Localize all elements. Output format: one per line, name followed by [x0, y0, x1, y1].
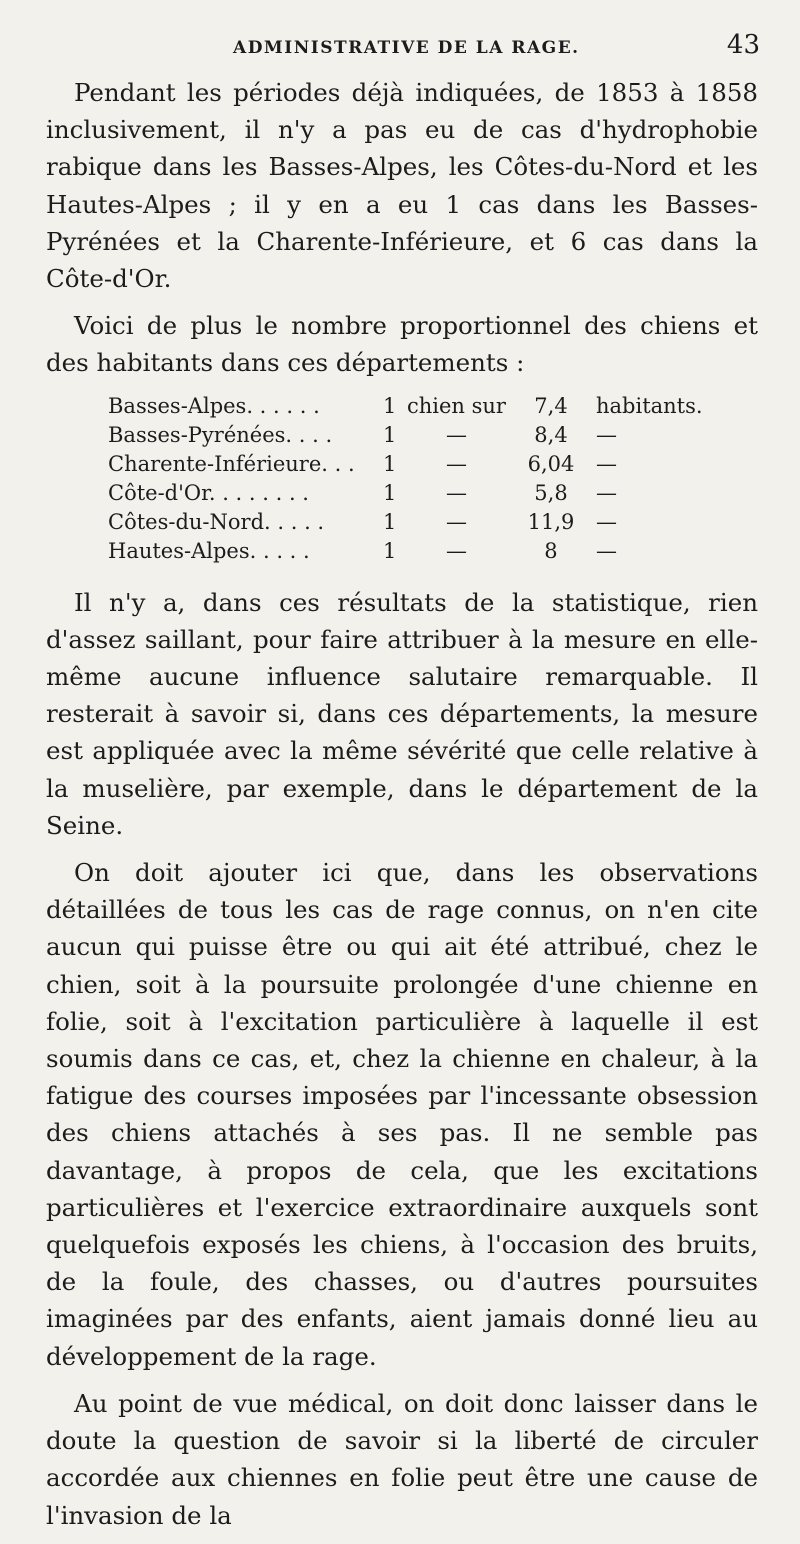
table-row [108, 421, 716, 450]
ratio-word-cell: — [445, 538, 467, 563]
department-cell: Côtes-du-Nord. . . . . [108, 509, 325, 534]
value-cell: 8 [544, 538, 558, 563]
unit-cell: — [595, 451, 617, 476]
value-cell: 6,04 [527, 451, 575, 476]
count-cell: 1 [383, 480, 397, 505]
count-cell: 1 [383, 393, 397, 418]
paragraph: Au point de vue médical, on doit donc laisser dans le doute la question de savoir si la liberté de circuler accordée aux chiennes en folie peut être une cause de l'invasion de la [46, 1388, 758, 1530]
unit-cell: — [595, 538, 617, 563]
ratio-word-cell: — [445, 451, 467, 476]
table-row [108, 508, 716, 537]
ratio-word-cell: — [445, 422, 467, 447]
table-row [108, 392, 716, 421]
dog-population-table [108, 392, 716, 566]
paragraph: On doit ajouter ici que, dans les observations détaillées de tous les cas de rage connus, on n'en cite aucun qui puisse être ou qui ait été attribué, chez le chien, soit à la poursuite prolongée d'une chienne en folie, soit à l'excitation particulière à laquelle il est soumis dans ce cas, et, chez la chienne en chaleur, à la fatigue des courses imposées par l'incessante obsession des chiens attachés à ses pas. Il ne semble pas davantage, à propos de cela, que les excitations particulières et l'exercice extraordinaire auxquels sont quelquefois exposés les chiens, à l'occasion des bruits, de la foule, des chasses, ou d'autres poursuites imaginées par des enfants, aient jamais donné lieu au développement de la rage. [46, 858, 758, 1371]
count-cell: 1 [383, 538, 397, 563]
unit-cell: — [595, 480, 617, 505]
department-cell: Charente-Inférieure. . . [108, 451, 355, 476]
ratio-word-cell: — [445, 480, 467, 505]
running-head [48, 30, 768, 64]
count-cell: 1 [383, 451, 397, 476]
unit-cell: — [595, 422, 617, 447]
department-cell: Côte-d'Or. . . . . . . . [108, 480, 309, 505]
count-cell: 1 [383, 509, 397, 534]
department-cell: Basses-Pyrénées. . . . [108, 422, 333, 447]
page-number: 43 [726, 30, 760, 60]
paragraph: Il n'y a, dans ces résultats de la statistique, rien d'assez saillant, pour faire attribuer à la mesure en elle-même aucune influence salutaire remarquable. Il resterait à savoir si, dans ces départements, la mesure est appliquée avec la même sévérité que celle relative à la muselière, par exemple, dans le département de la Seine. [46, 587, 758, 840]
table-row [108, 479, 716, 508]
count-cell: 1 [383, 422, 397, 447]
value-cell: 8,4 [534, 422, 568, 447]
ratio-word-cell: chien sur [407, 393, 506, 418]
ratio-word-cell: — [445, 509, 467, 534]
table-row [108, 537, 716, 566]
unit-cell: — [595, 509, 617, 534]
paragraph: Pendant les périodes déjà indiquées, de 1853 à 1858 inclusivement, il n'y a pas eu de cas d'hydrophobie rabique dans les Basses-Alpes, les Côtes-du-Nord et les Hautes-Alpes ; il y en a eu 1 cas dans les Basses-Pyrénées et la Charente-Inférieure, et 6 cas dans la Côte-d'Or. [46, 78, 758, 294]
unit-cell: habitants. [595, 393, 703, 418]
value-cell: 11,9 [527, 509, 575, 534]
value-cell: 5,8 [534, 480, 568, 505]
table-row [108, 450, 716, 479]
department-cell: Basses-Alpes. . . . . . [108, 393, 320, 418]
department-cell: Hautes-Alpes. . . . . [108, 538, 310, 563]
body-text [46, 74, 758, 1544]
paragraph: Voici de plus le nombre proportionnel des chiens et des habitants dans ces départements : [46, 311, 758, 378]
value-cell: 7,4 [534, 393, 568, 418]
running-title: ADMINISTRATIVE DE LA RAGE. [233, 38, 580, 58]
